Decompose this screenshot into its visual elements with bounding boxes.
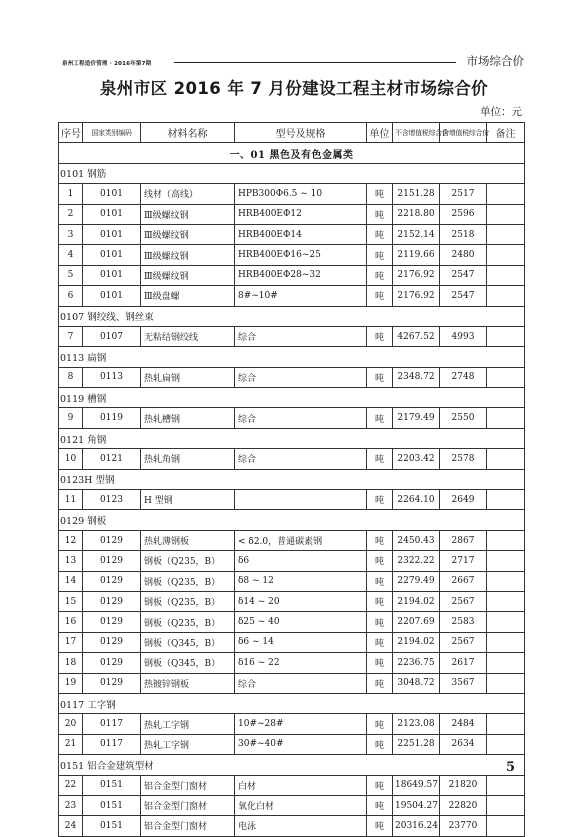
cell-name: 热轧工字钢 bbox=[141, 714, 235, 734]
cell-code: 0119 bbox=[83, 408, 141, 428]
cell-remark bbox=[487, 551, 525, 571]
header-no: 序号 bbox=[59, 123, 83, 143]
cell-spec: HRB400EΦ16~25 bbox=[235, 245, 367, 265]
cell-no: 2 bbox=[59, 204, 83, 224]
table-row bbox=[59, 449, 525, 469]
cell-code: 0107 bbox=[83, 326, 141, 346]
cell-spec: δ25 ~ 40 bbox=[235, 612, 367, 632]
cell-p2: 2578 bbox=[440, 449, 487, 469]
cell-spec: 电泳 bbox=[235, 816, 367, 836]
category-label: 0121 角钢 bbox=[59, 428, 525, 448]
cell-unit: 吨 bbox=[367, 245, 393, 265]
cell-name: 钢板（Q345，B） bbox=[141, 653, 235, 673]
cell-remark bbox=[487, 286, 525, 306]
cell-no: 24 bbox=[59, 816, 83, 836]
cell-remark bbox=[487, 245, 525, 265]
cell-no: 21 bbox=[59, 734, 83, 754]
cell-p1: 2264.10 bbox=[393, 490, 440, 510]
cell-unit: 吨 bbox=[367, 816, 393, 836]
cell-unit: 吨 bbox=[367, 204, 393, 224]
cell-p1: 2450.43 bbox=[393, 530, 440, 550]
table-row bbox=[59, 591, 525, 611]
cell-name: 钢板（Q235，B） bbox=[141, 612, 235, 632]
header-code: 国家类别编码 bbox=[83, 123, 141, 143]
cell-name: 线材（高线） bbox=[141, 184, 235, 204]
cell-name: 铝合金型门窗材 bbox=[141, 816, 235, 836]
cell-name: 钢板（Q235，B） bbox=[141, 571, 235, 591]
cell-p1: 3048.72 bbox=[393, 673, 440, 693]
cell-unit: 吨 bbox=[367, 571, 393, 591]
cell-code: 0117 bbox=[83, 714, 141, 734]
header-price-ex-tax: 不含增值税综合价 bbox=[393, 123, 440, 143]
cell-p2: 2596 bbox=[440, 204, 487, 224]
header-rule bbox=[174, 62, 456, 63]
cell-name: 无粘结钢绞线 bbox=[141, 326, 235, 346]
section-row bbox=[59, 143, 525, 163]
category-label: 0151 铝合金建筑型材 bbox=[59, 755, 525, 775]
cell-remark bbox=[487, 816, 525, 836]
cell-remark bbox=[487, 367, 525, 387]
cell-p2: 2547 bbox=[440, 265, 487, 285]
cell-spec: δ14 ~ 20 bbox=[235, 591, 367, 611]
cell-p1: 4267.52 bbox=[393, 326, 440, 346]
page-number: 5 bbox=[506, 760, 516, 775]
cell-p2: 2550 bbox=[440, 408, 487, 428]
price-table bbox=[58, 122, 525, 837]
section-label: 一、01 黑色及有色金属类 bbox=[59, 143, 525, 163]
cell-code: 0129 bbox=[83, 673, 141, 693]
cell-code: 0151 bbox=[83, 795, 141, 815]
cell-p1: 2194.02 bbox=[393, 591, 440, 611]
cell-p2: 2667 bbox=[440, 571, 487, 591]
cell-p1: 2179.49 bbox=[393, 408, 440, 428]
cell-unit: 吨 bbox=[367, 734, 393, 754]
cell-code: 0129 bbox=[83, 591, 141, 611]
cell-no: 6 bbox=[59, 286, 83, 306]
cell-spec: HRB400EΦ28~32 bbox=[235, 265, 367, 285]
cell-code: 0101 bbox=[83, 245, 141, 265]
cell-p1: 2203.42 bbox=[393, 449, 440, 469]
cell-remark bbox=[487, 490, 525, 510]
cell-no: 20 bbox=[59, 714, 83, 734]
cell-no: 17 bbox=[59, 632, 83, 652]
cell-p2: 2480 bbox=[440, 245, 487, 265]
table-row bbox=[59, 714, 525, 734]
cell-p2: 2547 bbox=[440, 286, 487, 306]
cell-code: 0101 bbox=[83, 224, 141, 244]
table-row bbox=[59, 408, 525, 428]
cell-unit: 吨 bbox=[367, 408, 393, 428]
cell-p2: 22820 bbox=[440, 795, 487, 815]
cell-spec: 综合 bbox=[235, 367, 367, 387]
running-header bbox=[62, 50, 524, 70]
cell-spec: 10#~28# bbox=[235, 714, 367, 734]
cell-p2: 4993 bbox=[440, 326, 487, 346]
cell-p2: 2634 bbox=[440, 734, 487, 754]
cell-code: 0151 bbox=[83, 775, 141, 795]
cell-no: 16 bbox=[59, 612, 83, 632]
cell-spec: HRB400EΦ14 bbox=[235, 224, 367, 244]
cell-no: 15 bbox=[59, 591, 83, 611]
cell-name: 热轧扁钢 bbox=[141, 367, 235, 387]
cell-no: 14 bbox=[59, 571, 83, 591]
cell-code: 0151 bbox=[83, 816, 141, 836]
cell-p1: 2176.92 bbox=[393, 286, 440, 306]
cell-code: 0101 bbox=[83, 265, 141, 285]
table-row bbox=[59, 530, 525, 550]
cell-remark bbox=[487, 224, 525, 244]
cell-spec: 综合 bbox=[235, 408, 367, 428]
table-row bbox=[59, 204, 525, 224]
cell-unit: 吨 bbox=[367, 551, 393, 571]
cell-code: 0129 bbox=[83, 632, 141, 652]
table-row bbox=[59, 184, 525, 204]
cell-code: 0123 bbox=[83, 490, 141, 510]
cell-p1: 2218.80 bbox=[393, 204, 440, 224]
cell-p2: 2484 bbox=[440, 714, 487, 734]
cell-remark bbox=[487, 714, 525, 734]
cell-unit: 吨 bbox=[367, 612, 393, 632]
cell-remark bbox=[487, 775, 525, 795]
cell-remark bbox=[487, 265, 525, 285]
cell-remark bbox=[487, 653, 525, 673]
cell-remark bbox=[487, 204, 525, 224]
cell-no: 3 bbox=[59, 224, 83, 244]
cell-name: Ⅲ级螺纹钢 bbox=[141, 224, 235, 244]
cell-name: 钢板（Q235，B） bbox=[141, 551, 235, 571]
category-row bbox=[59, 693, 525, 713]
cell-p1: 2279.49 bbox=[393, 571, 440, 591]
category-label: 0123H 型钢 bbox=[59, 469, 525, 489]
cell-spec: 综合 bbox=[235, 673, 367, 693]
table-row bbox=[59, 224, 525, 244]
cell-code: 0101 bbox=[83, 204, 141, 224]
cell-p2: 21820 bbox=[440, 775, 487, 795]
cell-p2: 2717 bbox=[440, 551, 487, 571]
cell-spec: 综合 bbox=[235, 326, 367, 346]
table-row bbox=[59, 775, 525, 795]
category-row bbox=[59, 306, 525, 326]
cell-remark bbox=[487, 591, 525, 611]
cell-name: Ⅲ级螺纹钢 bbox=[141, 245, 235, 265]
header-remark: 备注 bbox=[487, 123, 525, 143]
cell-name: Ⅲ级螺纹钢 bbox=[141, 204, 235, 224]
cell-code: 0113 bbox=[83, 367, 141, 387]
cell-unit: 吨 bbox=[367, 632, 393, 652]
table-row bbox=[59, 734, 525, 754]
cell-code: 0101 bbox=[83, 286, 141, 306]
cell-p2: 2567 bbox=[440, 632, 487, 652]
cell-name: 铝合金型门窗材 bbox=[141, 795, 235, 815]
cell-remark bbox=[487, 571, 525, 591]
cell-code: 0121 bbox=[83, 449, 141, 469]
cell-p1: 2119.66 bbox=[393, 245, 440, 265]
cell-remark bbox=[487, 184, 525, 204]
table-row bbox=[59, 612, 525, 632]
cell-p2: 2617 bbox=[440, 653, 487, 673]
cell-code: 0129 bbox=[83, 653, 141, 673]
cell-unit: 吨 bbox=[367, 775, 393, 795]
cell-no: 4 bbox=[59, 245, 83, 265]
cell-p1: 2151.28 bbox=[393, 184, 440, 204]
category-row bbox=[59, 388, 525, 408]
category-row bbox=[59, 163, 525, 183]
table-row bbox=[59, 816, 525, 836]
cell-p2: 2649 bbox=[440, 490, 487, 510]
cell-remark bbox=[487, 734, 525, 754]
cell-code: 0129 bbox=[83, 551, 141, 571]
cell-unit: 吨 bbox=[367, 714, 393, 734]
cell-spec: 8#~10# bbox=[235, 286, 367, 306]
category-label: 0107 钢绞线、钢丝束 bbox=[59, 306, 525, 326]
cell-code: 0101 bbox=[83, 184, 141, 204]
cell-no: 12 bbox=[59, 530, 83, 550]
cell-p2: 3567 bbox=[440, 673, 487, 693]
cell-p2: 2567 bbox=[440, 591, 487, 611]
section-name: 市场综合价 bbox=[466, 54, 524, 68]
category-row bbox=[59, 428, 525, 448]
category-label: 0119 槽钢 bbox=[59, 388, 525, 408]
cell-unit: 吨 bbox=[367, 367, 393, 387]
table-row bbox=[59, 490, 525, 510]
cell-p2: 2867 bbox=[440, 530, 487, 550]
cell-remark bbox=[487, 612, 525, 632]
cell-spec: HPB300Φ6.5 ~ 10 bbox=[235, 184, 367, 204]
cell-name: Ⅲ级盘螺 bbox=[141, 286, 235, 306]
category-label: 0117 工字钢 bbox=[59, 693, 525, 713]
cell-remark bbox=[487, 795, 525, 815]
table-row bbox=[59, 571, 525, 591]
cell-name: 热轧薄钢板 bbox=[141, 530, 235, 550]
table-row bbox=[59, 795, 525, 815]
cell-spec: δ6 bbox=[235, 551, 367, 571]
cell-name: 钢板（Q345，B） bbox=[141, 632, 235, 652]
cell-name: 铝合金型门窗材 bbox=[141, 775, 235, 795]
cell-name: 热镀锌钢板 bbox=[141, 673, 235, 693]
cell-p2: 2748 bbox=[440, 367, 487, 387]
cell-spec: 白材 bbox=[235, 775, 367, 795]
cell-spec: δ6 ~ 14 bbox=[235, 632, 367, 652]
cell-no: 1 bbox=[59, 184, 83, 204]
table-row bbox=[59, 632, 525, 652]
cell-unit: 吨 bbox=[367, 653, 393, 673]
table-row bbox=[59, 265, 525, 285]
table-row bbox=[59, 326, 525, 346]
cell-unit: 吨 bbox=[367, 184, 393, 204]
cell-remark bbox=[487, 530, 525, 550]
cell-remark bbox=[487, 449, 525, 469]
cell-code: 0129 bbox=[83, 571, 141, 591]
cell-p1: 20316.24 bbox=[393, 816, 440, 836]
cell-spec: HRB400EΦ12 bbox=[235, 204, 367, 224]
cell-unit: 吨 bbox=[367, 449, 393, 469]
cell-p1: 2194.02 bbox=[393, 632, 440, 652]
header-spec: 型号及规格 bbox=[235, 123, 367, 143]
cell-no: 5 bbox=[59, 265, 83, 285]
cell-spec bbox=[235, 490, 367, 510]
cell-p1: 2236.75 bbox=[393, 653, 440, 673]
journal-name: 泉州工程造价管理 · 2016年第7期 bbox=[62, 61, 152, 67]
cell-remark bbox=[487, 326, 525, 346]
header-name: 材料名称 bbox=[141, 123, 235, 143]
cell-unit: 吨 bbox=[367, 326, 393, 346]
cell-p1: 2152.14 bbox=[393, 224, 440, 244]
category-row bbox=[59, 510, 525, 530]
cell-unit: 吨 bbox=[367, 224, 393, 244]
cell-p1: 2207.69 bbox=[393, 612, 440, 632]
cell-remark bbox=[487, 673, 525, 693]
cell-p2: 23770 bbox=[440, 816, 487, 836]
category-row bbox=[59, 755, 525, 775]
cell-no: 19 bbox=[59, 673, 83, 693]
header-unit: 单位 bbox=[367, 123, 393, 143]
cell-p1: 19504.27 bbox=[393, 795, 440, 815]
cell-unit: 吨 bbox=[367, 795, 393, 815]
cell-spec: 30#~40# bbox=[235, 734, 367, 754]
cell-no: 13 bbox=[59, 551, 83, 571]
table-header-row bbox=[59, 123, 525, 143]
cell-no: 7 bbox=[59, 326, 83, 346]
page-title: 泉州市区 2016 年 7 月份建设工程主材市场综合价 bbox=[99, 79, 489, 98]
cell-no: 18 bbox=[59, 653, 83, 673]
cell-unit: 吨 bbox=[367, 673, 393, 693]
table-row bbox=[59, 673, 525, 693]
unit-label: 单位：元 bbox=[480, 106, 522, 118]
cell-name: 热轧角钢 bbox=[141, 449, 235, 469]
cell-unit: 吨 bbox=[367, 530, 393, 550]
cell-unit: 吨 bbox=[367, 265, 393, 285]
cell-code: 0129 bbox=[83, 612, 141, 632]
category-row bbox=[59, 347, 525, 367]
table-row bbox=[59, 551, 525, 571]
cell-spec: 综合 bbox=[235, 449, 367, 469]
cell-p1: 2251.28 bbox=[393, 734, 440, 754]
cell-p1: 18649.57 bbox=[393, 775, 440, 795]
cell-remark bbox=[487, 632, 525, 652]
cell-code: 0117 bbox=[83, 734, 141, 754]
category-label: 0113 扁钢 bbox=[59, 347, 525, 367]
cell-no: 11 bbox=[59, 490, 83, 510]
cell-unit: 吨 bbox=[367, 591, 393, 611]
cell-code: 0129 bbox=[83, 530, 141, 550]
cell-no: 8 bbox=[59, 367, 83, 387]
table-row bbox=[59, 367, 525, 387]
category-label: 0101 钢筋 bbox=[59, 163, 525, 183]
cell-p1: 2176.92 bbox=[393, 265, 440, 285]
cell-no: 9 bbox=[59, 408, 83, 428]
cell-p2: 2518 bbox=[440, 224, 487, 244]
cell-p2: 2517 bbox=[440, 184, 487, 204]
cell-spec: δ16 ~ 22 bbox=[235, 653, 367, 673]
cell-remark bbox=[487, 408, 525, 428]
table-row bbox=[59, 245, 525, 265]
cell-spec: < δ2.0，普通碳素钢 bbox=[235, 530, 367, 550]
cell-p1: 2322.22 bbox=[393, 551, 440, 571]
table-row bbox=[59, 286, 525, 306]
category-label: 0129 钢板 bbox=[59, 510, 525, 530]
cell-name: Ⅲ级螺纹钢 bbox=[141, 265, 235, 285]
category-row bbox=[59, 469, 525, 489]
cell-unit: 吨 bbox=[367, 490, 393, 510]
cell-name: 钢板（Q235，B） bbox=[141, 591, 235, 611]
cell-no: 23 bbox=[59, 795, 83, 815]
cell-name: 热轧槽钢 bbox=[141, 408, 235, 428]
cell-p2: 2583 bbox=[440, 612, 487, 632]
cell-name: 热轧工字钢 bbox=[141, 734, 235, 754]
cell-p1: 2348.72 bbox=[393, 367, 440, 387]
cell-no: 10 bbox=[59, 449, 83, 469]
cell-unit: 吨 bbox=[367, 286, 393, 306]
table-row bbox=[59, 653, 525, 673]
cell-spec: δ8 ~ 12 bbox=[235, 571, 367, 591]
cell-p1: 2123.08 bbox=[393, 714, 440, 734]
cell-name: H 型钢 bbox=[141, 490, 235, 510]
header-price-inc-tax: 含增值税综合价 bbox=[440, 123, 487, 143]
cell-spec: 氧化白材 bbox=[235, 795, 367, 815]
cell-no: 22 bbox=[59, 775, 83, 795]
